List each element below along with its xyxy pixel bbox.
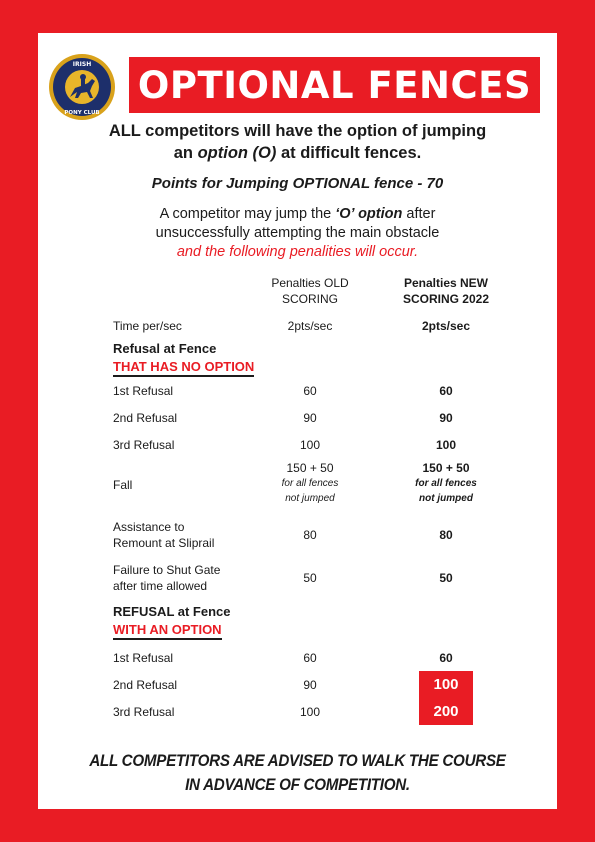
new-3rd-refusal-highlight: 200 [419, 698, 473, 725]
logo-top-text: IRISH [72, 61, 92, 68]
intro-line3: and the following penalities will occur. [176, 244, 419, 260]
header-new: Penalties NEW SCORING 2022 [402, 276, 490, 306]
points-line: Points for Jumping OPTIONAL fence - 70 [151, 175, 444, 192]
page-title: OPTIONAL FENCES [129, 57, 540, 113]
logo-bottom-text: PONY CLUB [64, 110, 100, 116]
header-old: Penalties OLD SCORING [271, 276, 349, 306]
subtitle-line1: ALL competitors will have the option of jumping [108, 122, 487, 140]
subtitle-emphasis: option (O) [197, 144, 277, 162]
poster-card: IRISH PONY CLUB OPTIONAL FENCES ALL competitors will have the option of jumping an option (O) at difficult fences. Points for Jumping OPTIONAL fence - 70 A competitor may jump the ‘O’ option after unsuccessfully attempting the main obstacle and the following penalities will occur. Penalties OLD SCORING Penalties NEW SCORING 2022 Time per/sec 2pts/sec 2pts/sec Refusal at Fence THAT HAS NO OPTION 1st Refusal 60 60 2nd Refusal 90 90 3rd Refusal 100 100 Fall 150 + 50 for all fences not jumped 150 + 50 for all fences not jumped Assistance to Remount at Sliprail 80 80 Failure to Shut Gate after time allowed 50 50 REFUSAL at Fence WITH AN OPTION 1st Refusal 60 60 2nd Refusal 90 100 3rd Refusal 100 200 ALL COMPETITORS ARE ADVISED TO WALK THE COURSE IN ADVANCE OF COMPETITION. [38, 33, 557, 809]
pony-club-logo [48, 53, 116, 121]
o-option-emphasis: ‘O’ option [335, 206, 403, 222]
section1-subtitle: THAT HAS NO OPTION [113, 359, 254, 377]
new-2nd-refusal-highlight: 100 [419, 671, 473, 698]
subtitle [38, 120, 557, 164]
intro-line2: unsuccessfully attempting the main obstacle [155, 225, 440, 241]
section1-title: Refusal at Fence [113, 341, 217, 356]
section2-subtitle: WITH AN OPTION [113, 622, 222, 640]
subtitle-line2: an option (O) at difficult fences. [173, 144, 422, 162]
section2-title: REFUSAL at Fence [113, 604, 231, 619]
intro-text: A competitor may jump the ‘O’ option after unsuccessfully attempting the main obstacle and the following penalities will occur. [38, 205, 557, 262]
footer-advice: ALL COMPETITORS ARE ADVISED TO WALK THE COURSE IN ADVANCE OF COMPETITION. [89, 752, 506, 794]
